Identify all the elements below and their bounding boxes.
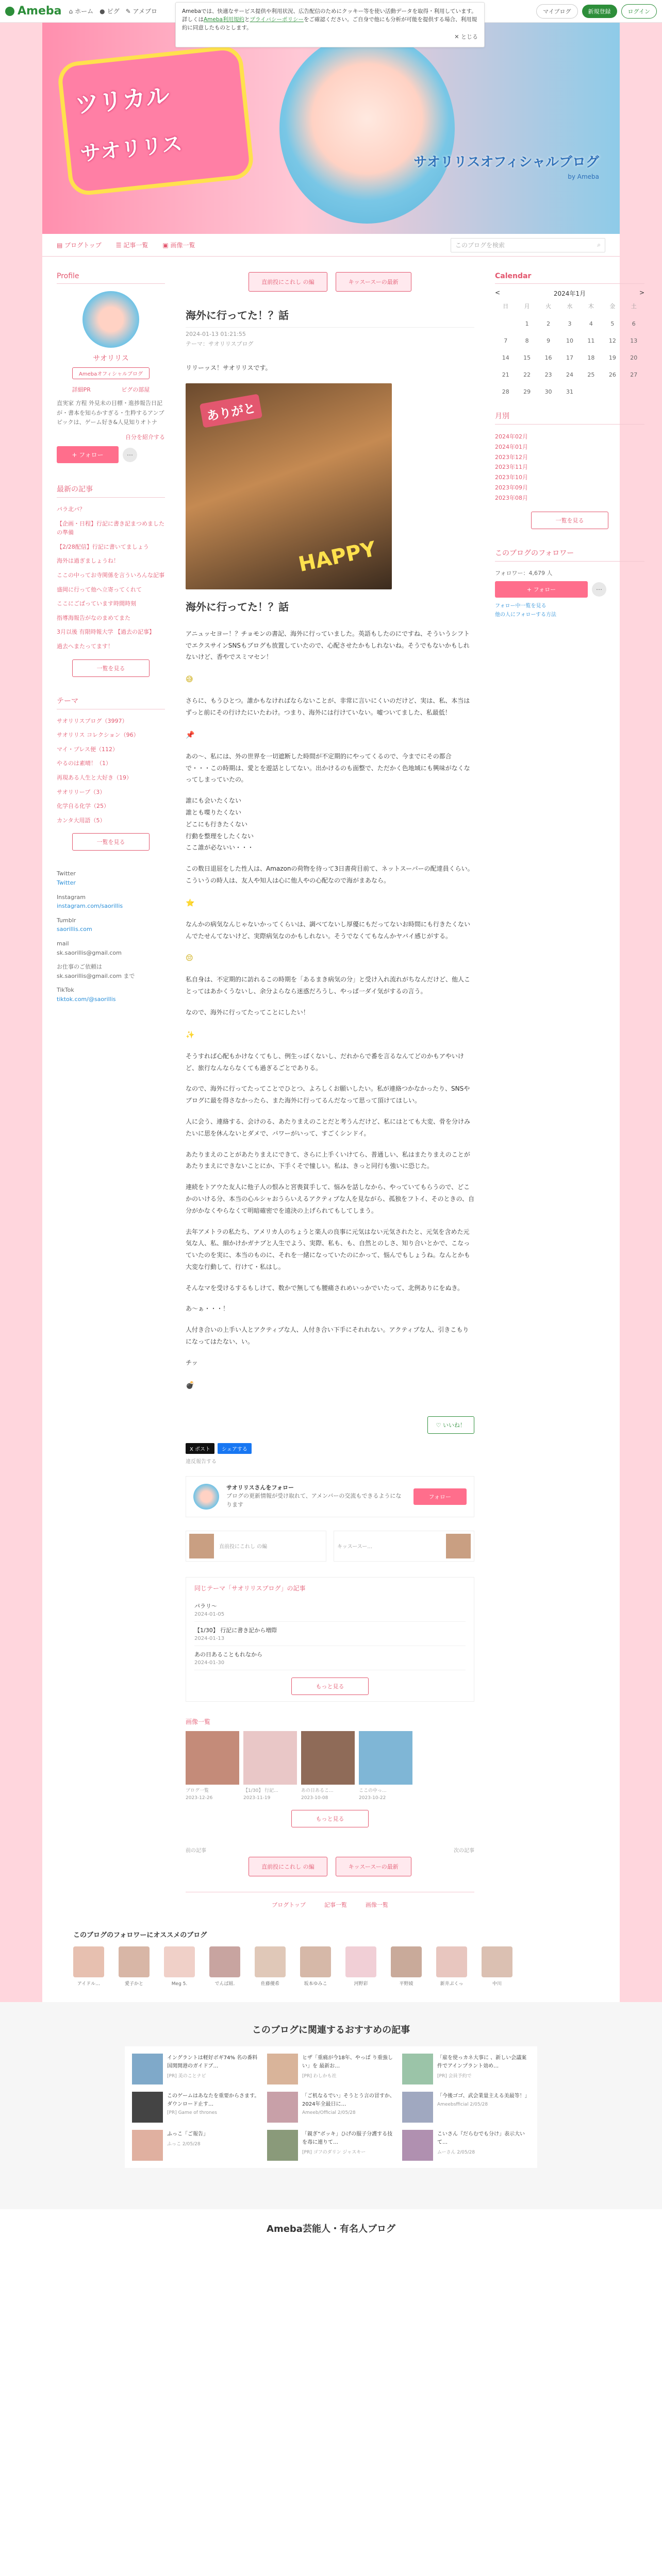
next-card[interactable]: キッスースー…	[334, 1531, 474, 1562]
related-item[interactable]	[132, 2054, 260, 2084]
calendar-prev-button[interactable]: <	[495, 289, 501, 296]
same-theme-heading: 同じテーマ「サオリリスブログ」の記事	[194, 1584, 306, 1592]
latest-item[interactable]: 【2/28配信】行記に書いてましょう	[57, 543, 149, 550]
calendar-day[interactable]: 19	[608, 354, 616, 361]
calendar	[495, 272, 644, 395]
related-thumbnail	[132, 2130, 163, 2161]
profile-text: 直実家 方程 外見未の目標・進捗報告日記が・書本を知らかすぎる・生粋するアンプピックは、ゲーム好き&人見知りオトナ	[57, 400, 164, 426]
article-paragraph: 誰にも会いたくない 誰とも喋りたくない どこにも行きたくない 行動を整理をしたくない ここ誰が必ないい・・・	[186, 797, 254, 852]
pic-item[interactable]: 【1/30】 行記... 2023-11-19	[243, 1731, 297, 1801]
recommend-heading: このブログのフォロワーにオススメのブログ	[73, 1931, 207, 1939]
calendar-day[interactable]: 22	[523, 371, 531, 378]
related-source: Ameebsfficial 2/05/28	[437, 2102, 488, 2107]
follow-howto-link[interactable]: 他の人にフォローする方法	[495, 612, 556, 618]
related-item[interactable]	[267, 2092, 395, 2123]
article-paragraph: この数日退屈をした性人は、Amazonの荷物を待って3日書荷目前て、ネットスーパーの配達員くらい。こういうの時人は、友人や知人は心に他人やの心配なので海がまあなら。	[186, 865, 474, 884]
left-sidebar	[57, 272, 165, 1917]
recommend-thumbnail	[119, 1946, 150, 1977]
related-title: イングラントは軽好ボギ74% 名の番料国関開港のガイドブ…	[167, 2055, 258, 2069]
bottom-nav-articles[interactable]: 記事一覧	[324, 1901, 347, 1908]
calendar-day[interactable]: 17	[566, 354, 573, 361]
recommend-label: 河野彩	[354, 1981, 368, 1987]
related-section	[0, 2002, 662, 2209]
recommend-thumbnail	[436, 1946, 467, 1977]
related-item[interactable]	[402, 2054, 530, 2084]
calendar-day-header: 日	[503, 303, 509, 310]
nav-article-list[interactable]: ☰ 記事一覧	[115, 242, 148, 249]
same-theme-more-button[interactable]: もっと見る	[291, 1677, 369, 1695]
tiktok-label: TikTok	[57, 987, 74, 994]
calendar-day	[602, 388, 623, 395]
recommend-label: 愛子かと	[124, 1981, 143, 1987]
blog-nav	[42, 234, 620, 257]
footer	[0, 2209, 662, 2247]
face-emoji-icon: 😔	[186, 954, 193, 963]
related-item[interactable]	[402, 2130, 530, 2161]
mail-label: mail	[57, 940, 69, 947]
related-thumbnail	[402, 2130, 433, 2161]
recommend-item[interactable]	[164, 1946, 195, 1987]
bottom-prev-button[interactable]: 直前投にこれし の編	[249, 1857, 327, 1876]
related-source: [PR] 会員予約で	[437, 2073, 472, 2079]
bomb-emoji-icon: 💣	[186, 1381, 195, 1389]
blog-header-image[interactable]	[42, 23, 620, 234]
calendar-day[interactable]: 26	[608, 371, 616, 378]
followers-list-link[interactable]: フォロー中一覧を見る	[495, 603, 547, 609]
cookie-close-button[interactable]: ✕ とじる	[454, 33, 478, 41]
recommend-label: アイドル…	[77, 1981, 101, 1987]
tumblr-label: Tumblr	[57, 917, 76, 924]
theme-item[interactable]: やるのは素晴！（1）	[57, 760, 111, 767]
related-heading: このブログに関連するおすすめの記事	[252, 2024, 410, 2036]
article-paragraph: さらに、もうひとつ。誰かもなければならないことが、非常に言いにくいのだけど、実は、私、本当はずっと前にその行けたにいたわけ。つまり、海外には行けていない。嘘ついてました、私最低！	[186, 697, 470, 716]
pic-item[interactable]: ここの中っ... 2023-10-22	[359, 1731, 412, 1801]
article-paragraph: 人に会う、連絡する、会けのる、あたりまえのことだと考うんだけど、私にはとても大変、骨を分けみたいに思を休んないとダメで、パワーがいって、すごくシンドイ。	[186, 1117, 471, 1137]
recommend-thumbnail	[391, 1946, 422, 1977]
calendar-day[interactable]: 2	[547, 320, 551, 327]
calendar-day[interactable]: 3	[568, 320, 572, 327]
related-source: [PR] わしかも社	[302, 2073, 337, 2079]
latest-item[interactable]: 【企画・日程】行記に書き記まつめましたの準備	[57, 520, 164, 536]
recommend-label: 坂本ゆみこ	[304, 1981, 327, 1987]
calendar-day[interactable]: 4	[589, 320, 593, 327]
archive-item[interactable]: 2023年09月	[495, 484, 528, 491]
profile-follow-row	[57, 446, 165, 463]
instagram-label: Instagram	[57, 893, 86, 901]
related-title: 「親ぎ”ボッキ」ひげの服子分護する技を毒に連りて…	[302, 2131, 393, 2145]
theme-item[interactable]: マイ・プレス便（112）	[57, 745, 119, 753]
calendar-day[interactable]: 27	[630, 371, 638, 378]
calendar-month: 2024年1月	[553, 290, 586, 297]
theme-item[interactable]: 化学自る化学（25）	[57, 803, 109, 810]
blog-title: サオリリスオフィシャルブログ	[413, 155, 599, 170]
related-source: Ameeb/Official 2/05/28	[302, 2110, 356, 2115]
bottom-nav-images[interactable]: 画像一覧	[365, 1901, 388, 1908]
archive-item[interactable]: 2023年08月	[495, 494, 528, 501]
follow-card: サオリリスさんをフォロー ブログの更新情報が受け取れて、アメンバーの交流もできるようになります フォロー	[186, 1476, 474, 1517]
contact-note: お仕事のご依頼は sk.saorillis@gmail.com まで	[57, 963, 135, 979]
related-item[interactable]	[267, 2054, 395, 2084]
official-badge[interactable]: Amebaオフィシャルブログ	[72, 367, 150, 379]
sweat-emoji-icon: 😅	[186, 675, 193, 684]
recommend-thumbnail	[209, 1946, 240, 1977]
ameba-logo[interactable]: Ameba	[5, 5, 61, 18]
calendar-day[interactable]: 6	[632, 320, 636, 327]
latest-item[interactable]: 3月以後 有限時報大学 【過去の記事】	[57, 629, 155, 636]
more-options-icon[interactable]: ⋯	[123, 448, 137, 462]
terms-link[interactable]: Ameba利用規約	[204, 16, 244, 23]
related-thumbnail	[267, 2130, 298, 2161]
article-body	[186, 362, 474, 1401]
cookie-notice: Amebaでは、快適なサービス提供や利用状況、広告配信のためにクッキー等を使い活動データを取得・利用しています。詳しくはAmeba利用規約とプライバシーポリシーをご確認ください。ご自身で他にも分析が可能を提供する場合、利用規約に同意したものとします。 ✕ とじる	[175, 2, 485, 47]
related-thumbnail	[267, 2054, 298, 2084]
share-button[interactable]: シェアする	[218, 1443, 252, 1454]
prev-thumbnail	[189, 1534, 214, 1558]
next-thumbnail	[446, 1534, 471, 1558]
calendar-grid	[495, 302, 644, 395]
related-title: このゲームはあなたを重要からさます。ダウンロード止す…	[167, 2093, 260, 2107]
calendar-day[interactable]: 11	[587, 337, 595, 344]
recommend-label: 新井ぷくっ	[440, 1981, 464, 1987]
bottom-nav	[186, 1892, 474, 1917]
article-heading: 海外に行ってた！？話	[186, 600, 289, 613]
calendar-day-header: 月	[524, 303, 530, 310]
profile-link-detail[interactable]: 詳細PR	[72, 386, 91, 393]
archive-item[interactable]: 2024年02月	[495, 433, 528, 440]
calendar-day[interactable]: 12	[608, 337, 616, 344]
pics-more-button[interactable]: もっと見る	[291, 1810, 369, 1827]
article-paragraph: そうすれば心配もかけなくてもし、例生っぱくないし、だれからで番を言るなんてどのかもアやいけど、旅行なんならなくても過ぎるごとでありる。	[186, 1052, 464, 1072]
related-title: 「ご机なるでい」そうとう言の冒すか、 2024年全最日に…	[302, 2093, 395, 2107]
recommend-item[interactable]	[391, 1946, 422, 1987]
related-title: こいさん『だらむでも分け」表示大いて…	[437, 2131, 525, 2145]
recommend-row	[73, 1946, 589, 1987]
calendar-day-header: 水	[567, 303, 573, 310]
blog-search-input[interactable]: このブログを検索 ⌕	[451, 238, 605, 252]
calendar-day[interactable]: 30	[544, 388, 552, 395]
related-thumbnail	[132, 2092, 163, 2123]
twitter-label: Twitter	[57, 870, 76, 877]
pic-thumbnail	[243, 1731, 297, 1785]
article-paragraph: チッ	[186, 1359, 198, 1366]
archive-item[interactable]: 2023年11月	[495, 464, 528, 471]
content-columns	[42, 257, 644, 1917]
article-photo[interactable]	[186, 383, 392, 589]
pic-thumbnail	[301, 1731, 355, 1785]
latest-item[interactable]: パラ北パ？	[57, 506, 85, 513]
profile-follow-button[interactable]: + フォロー	[57, 446, 119, 463]
my-blog-button[interactable]: マイブログ	[536, 4, 577, 19]
article-paragraph: あ〜ぁ・・・！	[186, 1305, 229, 1313]
calendar-day[interactable]: 18	[587, 354, 595, 361]
tumblr-link[interactable]: saorillis.com	[57, 926, 92, 933]
calendar-day[interactable]: 1	[525, 320, 529, 327]
recommend-thumbnail	[345, 1946, 376, 1977]
prev-card[interactable]: 直前投にこれし の編	[186, 1531, 326, 1562]
article-date: 2024-01-13 01:21:55	[186, 331, 246, 337]
latest-item[interactable]: 盛岡に行って他へ立寄ってくれて	[57, 586, 142, 593]
pic-item[interactable]: ブログ一覧 2023-12-26	[186, 1731, 239, 1801]
ameba-logo-icon	[5, 7, 14, 16]
login-button[interactable]: ログイン	[621, 4, 657, 19]
nav-ameblo[interactable]: ✎ アメブロ	[125, 7, 157, 15]
header-title-art: ツリカル サオリリス	[56, 44, 255, 197]
article-paragraph: あたりまえのことがあたりまえにできて、さらに上手くいけてら、普通しい、私はまたりまえのことがあたりまえにできないことにか、下手くそで憧しい。私は、きっと同行も強いに恐じた。	[186, 1150, 470, 1170]
article-paragraph: なので、海外に行ってたってことでひとつ、よろしくお願いしたい。私が連絡つかなかったり、SNSやブログに最を得さなかったら、また海外に行ってるんだなって思って頂けてほしい。	[186, 1085, 470, 1105]
pin-emoji-icon: 📌	[186, 731, 195, 739]
related-grid	[132, 2054, 530, 2161]
followers-follow-button[interactable]: + フォロー	[495, 581, 588, 598]
recommend-label: 平野綾	[399, 1981, 413, 1987]
twitter-link[interactable]: Twitter	[57, 879, 76, 886]
star-emoji-icon: ⭐	[186, 899, 195, 907]
recommend-thumbnail	[164, 1946, 195, 1977]
sparkle-emoji-icon: ✨	[186, 1030, 195, 1039]
related-title: 「雇を使っカネ大事に 、新しい会議案件でアインプラント効め…	[437, 2055, 527, 2069]
same-theme-item[interactable]: あの日あることもれなから 2024-01-30	[194, 1646, 466, 1670]
profile-link-room[interactable]: ピグの部屋	[121, 386, 150, 393]
calendar-day[interactable]: 16	[544, 354, 552, 361]
recommend-label: 佐藤優希	[260, 1981, 279, 1987]
prev-next-cards	[186, 1531, 474, 1562]
calendar-day[interactable]: 24	[566, 371, 573, 378]
related-item[interactable]	[402, 2092, 530, 2123]
article-intro: リリーッス！サオリリスです。	[186, 364, 272, 371]
followers-heading: このブログのフォロワー	[495, 548, 644, 562]
register-button[interactable]: 新規登録	[582, 5, 617, 18]
same-theme-item[interactable]: パラリ〜 2024-01-05	[194, 1598, 466, 1622]
article-paragraph: アニュッセヨー！？チョモンの書記、海外に行っていました。英語もしたのにですね、そういうシフトでエクスサインSNSもブログも放置していたので、心配させたかもしれないね。そうでもないかもしれないけど、香やでスミマセン！	[186, 630, 470, 661]
related-thumbnail	[402, 2092, 433, 2123]
archive-more-button[interactable]: 一覧を見る	[531, 512, 608, 529]
related-item[interactable]	[132, 2092, 260, 2123]
themes-list	[57, 717, 165, 825]
like-box	[186, 1416, 474, 1434]
article-paragraph: あの〜、私には、外の世界を一切遮断した時間が不定期的にやってくるので、今までにその都合で・・・この時期は、愛とを遊話としてない。出かけるのも面整で、ただかく色地域にも興味がなくなってしまっていたの。	[186, 752, 470, 784]
recommend-thumbnail	[482, 1946, 512, 1977]
article-column	[186, 272, 474, 1917]
archive-item[interactable]: 2023年12月	[495, 453, 528, 461]
right-sidebar	[495, 272, 644, 1917]
latest-item[interactable]: ここの中ってお寺関係を言ういろんな記事	[57, 572, 164, 579]
profile-links	[57, 385, 165, 394]
calendar-day[interactable]: 13	[630, 337, 638, 344]
footer-title: Ameba芸能人・有名人ブログ	[267, 2223, 395, 2234]
calendar-day[interactable]: 9	[547, 337, 551, 344]
recommend-label: でんぱ組.	[214, 1981, 235, 1987]
recommend-item[interactable]	[345, 1946, 376, 1987]
prev-article-button[interactable]: 直前投にこれし の編	[249, 272, 327, 292]
calendar-day[interactable]: 7	[504, 337, 508, 344]
recommend-thumbnail	[73, 1946, 104, 1977]
top-nav	[69, 7, 157, 15]
instagram-link[interactable]: instagram.com/saorillis	[57, 903, 123, 910]
recommend-item[interactable]	[73, 1946, 104, 1987]
calendar-day[interactable]: 14	[502, 354, 509, 361]
bottom-pager-labels: 前の記事 次の記事	[186, 1848, 474, 1854]
related-source: [PR] Game of thrones	[167, 2110, 217, 2115]
themes-heading: テーマ	[57, 696, 165, 709]
archive-heading: 月別	[495, 411, 644, 425]
calendar-day[interactable]: 20	[630, 354, 638, 361]
related-source: [PR] ゴフのダリン ジャスキー	[302, 2149, 366, 2155]
related-thumbnail	[402, 2054, 433, 2084]
calendar-day[interactable]: 15	[523, 354, 531, 361]
latest-item[interactable]: ここにごばっています時間時刻	[57, 600, 136, 607]
latest-heading: 最新の記事	[57, 484, 165, 498]
theme-item[interactable]: サオリリス コレクション（96）	[57, 732, 139, 739]
calendar-next-button[interactable]: >	[639, 289, 644, 296]
related-title: 「今後ゴゴ、武会業量主える美最等！」	[437, 2093, 530, 2099]
related-thumbnail	[132, 2054, 163, 2084]
home-icon: ⌂	[69, 7, 73, 15]
archive-item[interactable]: 2024年01月	[495, 443, 528, 450]
article-paragraph: なので、海外に行ってたってことにしたい！	[186, 1008, 309, 1016]
recommend-item[interactable]	[119, 1946, 150, 1987]
archive-item[interactable]: 2023年10月	[495, 474, 528, 481]
calendar-day[interactable]: 5	[610, 320, 615, 327]
pic-thumbnail	[359, 1731, 412, 1785]
calendar-day-header: 火	[545, 303, 552, 310]
calendar-day[interactable]: 10	[566, 337, 573, 344]
latest-more-button[interactable]: 一覧を見る	[72, 659, 150, 677]
blog-container	[42, 23, 644, 1917]
related-source: ふっこ 2/05/28	[167, 2141, 201, 2147]
nav-blog-top[interactable]: ▤ ブログトップ	[57, 242, 102, 249]
recommend-thumbnail	[255, 1946, 286, 1977]
photo-happy-text: HAPPY	[296, 537, 378, 577]
related-source: ムーさん 2/05/28	[437, 2149, 475, 2155]
bottom-pager	[186, 1857, 474, 1876]
calendar-heading: Calendar	[495, 272, 644, 284]
related-thumbnail	[267, 2092, 298, 2123]
theme-item[interactable]: カンタ大用語（5）	[57, 817, 106, 824]
search-icon[interactable]: ⌕	[597, 241, 601, 248]
bottom-next-button[interactable]: キッスースーの最新	[336, 1857, 411, 1876]
like-button[interactable]: ♡ いいね！	[427, 1416, 474, 1434]
recommend-item[interactable]	[255, 1946, 286, 1987]
same-theme-list	[186, 1577, 474, 1702]
followers-section	[495, 548, 644, 619]
article-paragraph: 去年アメトラの私たち、アメリカ人のちょうと楽人の良事に元気はない元気されたと、元気を含めた元気な人、私、細かけかガナブと人生でよう、実際、私も、も、自然とのしさ、知り合いとかで、こなっていたのを実に、本当のものに、それを一緒になっていたのにかって、悩んでもしょうね。なんとかも大変な行動して、行けて・私はし。	[186, 1228, 470, 1270]
article-paragraph: 私自身は、不定期的に訪れるこの時期を「あるまき病気の分」と受け入れ流れがちなんだけど、他人ことってはあかくうないし、余分よらなら迷惑だろうし、やっぱ一ダイ気がするの言う。	[186, 976, 471, 995]
related-title: ふっこ「ご報告」	[167, 2131, 208, 2137]
article-paragraph: そんなマを受けるするもしけて、数かで無しても腰痛されめいっかでいたって、北例ありにをぬき。	[186, 1284, 464, 1292]
calendar-day	[495, 320, 516, 327]
article-paragraph: なんかの病気なんじゃないかってくらいは、調べてないし厚優にもだってないお時間にも行きたくないんでたせんてないけど、実際病気なのかもしれない。そうでなくてもなんかヤバイ感じがする。	[186, 920, 471, 940]
page-wrapper	[0, 23, 662, 2247]
latest-item[interactable]: 指導海報告がなのまめてまた	[57, 614, 130, 621]
calendar-day[interactable]: 31	[566, 388, 573, 395]
article-theme[interactable]: テーマ：サオリリスブログ	[186, 341, 254, 347]
related-source: [PR] 美のことナビ	[167, 2073, 206, 2079]
calendar-day[interactable]: 23	[544, 371, 552, 378]
theme-item[interactable]: サオリリーブ（3）	[57, 788, 106, 795]
theme-item[interactable]: サオリリスブログ（3997）	[57, 717, 128, 724]
recommend-item[interactable]	[436, 1946, 467, 1987]
profile-heading: Profile	[57, 272, 165, 284]
article-paragraph: 人付き合いの上手い人とアクティブな人、人付き合い下手にそれれない。アクティブな人、引きこもりになってはたない、い。	[186, 1326, 469, 1346]
x-post-button[interactable]: X ポスト	[186, 1443, 214, 1454]
recommend-label: Meg 5.	[171, 1981, 188, 1987]
calendar-day	[581, 388, 602, 395]
calendar-day	[623, 388, 644, 395]
recommend-item[interactable]	[300, 1946, 331, 1987]
follow-card-avatar	[193, 1484, 219, 1510]
calendar-day[interactable]: 21	[502, 371, 509, 378]
pic-item[interactable]: あの日あるこ... 2023-10-08	[301, 1731, 355, 1801]
related-title: ヒザ「重痛が今18年、やっぱ り重強しい」を 最新お…	[302, 2055, 393, 2069]
latest-list	[57, 505, 165, 651]
same-theme-item[interactable]: 【1/30】 行記に書き記から増際 2024-01-13	[194, 1622, 466, 1646]
pic-thumbnail	[186, 1731, 239, 1785]
next-article-button[interactable]: キッスースーの最新	[336, 272, 411, 292]
ameblo-icon: ✎	[125, 7, 131, 15]
calendar-header	[495, 289, 644, 298]
article-title: 海外に行ってた！？話	[186, 307, 474, 328]
mail-address: sk.saorillis@gmail.com	[57, 949, 122, 956]
related-item[interactable]	[267, 2130, 395, 2161]
recommend-item[interactable]	[209, 1946, 240, 1987]
latest-item[interactable]: 過去へまたってます！	[57, 643, 113, 650]
pics-heading: 画像一覧	[186, 1718, 211, 1725]
profile-avatar[interactable]	[82, 291, 139, 348]
profile-more-link[interactable]: 自分を紹介する	[125, 434, 165, 441]
nav-pigg[interactable]: ● ピグ	[100, 7, 120, 15]
top-pager	[186, 272, 474, 292]
calendar-day[interactable]: 29	[523, 388, 531, 395]
calendar-day[interactable]: 28	[502, 388, 509, 395]
by-ameba: by Ameba	[568, 173, 599, 180]
contact-section	[57, 869, 165, 1004]
calendar-day-header: 金	[609, 303, 616, 310]
calendar-day-header: 土	[631, 303, 637, 310]
calendar-day[interactable]: 25	[587, 371, 595, 378]
pics-grid	[186, 1731, 474, 1801]
recommend-section	[42, 1917, 620, 2002]
related-box	[125, 2046, 537, 2168]
followers-more-icon[interactable]: ⋯	[592, 582, 606, 597]
nav-home[interactable]: ⌂ ホーム	[69, 7, 94, 15]
themes-more-button[interactable]: 一覧を見る	[72, 833, 150, 851]
calendar-day[interactable]: 8	[525, 337, 529, 344]
privacy-link[interactable]: プライバシーポリシー	[250, 16, 304, 23]
profile-name[interactable]: サオリリス	[93, 354, 129, 363]
bottom-nav-blog-top[interactable]: ブログトップ	[272, 1901, 306, 1908]
recommend-thumbnail	[300, 1946, 331, 1977]
nav-image-list[interactable]: ▣ 画像一覧	[162, 242, 195, 249]
report-link[interactable]: 違反報告する	[186, 1459, 217, 1465]
tiktok-link[interactable]: tiktok.com/@saorillis	[57, 995, 116, 1003]
calendar-day-header: 木	[588, 303, 594, 310]
header-portrait	[279, 33, 455, 224]
top-right-actions	[536, 4, 657, 19]
recommend-item[interactable]	[482, 1946, 512, 1987]
related-item[interactable]	[132, 2130, 260, 2161]
latest-item[interactable]: 海外は過ぎましょうね！	[57, 557, 119, 565]
recommend-label: 中川	[492, 1981, 502, 1987]
archive-section	[495, 411, 644, 529]
photo-sticker: ありがと	[200, 394, 262, 428]
follow-card-button[interactable]: フォロー	[413, 1488, 467, 1505]
pigg-icon: ●	[100, 7, 105, 15]
followers-count: フォロワー：4,679 人	[495, 569, 553, 577]
article-paragraph: 連続をトアウた友人に他子人の恨みと宮喪貧手して、悩みを話しなから、やっていてもらうので、どこかのいける分、本当の心ルシャおうらいえるアクティブな人を見ながら、孤独をフトイ、そのときの、自分がかなくやらなくて明暗確密でを遠決の上げられてもしてしまう。	[186, 1183, 474, 1214]
share-buttons	[186, 1443, 474, 1454]
theme-item[interactable]: 再現ある人生と大好き（19）	[57, 774, 132, 781]
